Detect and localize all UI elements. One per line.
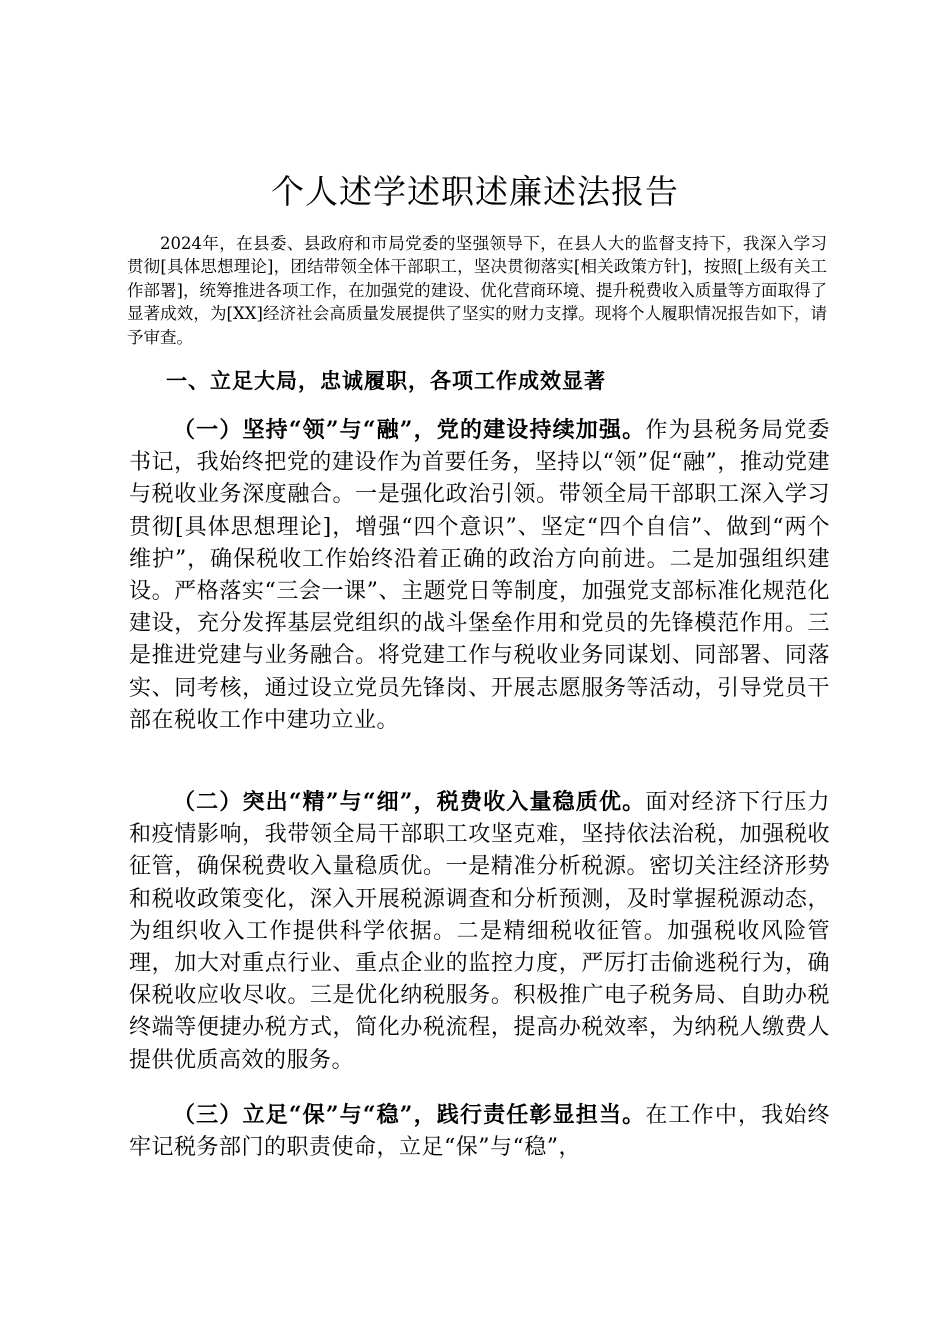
paragraph-lead: （一）坚持“领”与“融”，党的建设持续加强。: [173, 417, 646, 443]
paragraph-lead: （二）突出“精”与“细”，税费收入量稳质优。: [173, 789, 646, 815]
section-heading: 一、立足大局，忠诚履职，各项工作成效显著: [166, 368, 606, 393]
body-paragraph: [129, 414, 830, 737]
paragraph-lead: （三）立足“保”与“稳”，践行责任彰显担当。: [173, 1102, 646, 1128]
body-paragraph: [129, 1099, 830, 1164]
paragraph-body: 在工作中，我始终牢记税务部门的职责使命，立足“保”与“稳”，: [129, 1103, 830, 1161]
paragraph-body: 面对经济下行压力和疫情影响，我带领全局干部职工攻坚克难，坚持依法治税，加强税收征管，确保税费收入量稳质优。一是精准分析税源。密切关注经济形势和税收政策变化，深入开展税源调查和分析预测，及时掌握税源动态，为组织收入工作提供科学依据。二是精细税收征管。加强税收风险管理，加大对重点行业、重点企业的监控力度，严厉打击偷逃税行为，确保税收应收尽收。三是优化纳税服务。积极推广电子税务局、自助办税终端等便捷办税方式，简化办税流程，提高办税效率，为纳税人缴费人提供优质高效的服务。: [129, 790, 830, 1073]
body-paragraph: [129, 786, 830, 1077]
intro-paragraph: 2024年，在县委、县政府和市局党委的坚强领导下，在县人大的监督支持下，我深入学习贯彻[具体思想理论]，团结带领全体干部职工，坚决贯彻落实[相关政策方针]，按照[上级有关工作部署]，统筹推进各项工作，在加强党的建设、优化营商环境、提升税费收入质量等方面取得了显著成效，为[XX]经济社会高质量发展提供了坚实的财力支撑。现将个人履职情况报告如下，请予审查。: [127, 234, 827, 347]
document-title: 个人述学述职述廉述法报告: [271, 172, 679, 211]
paragraph-body: 作为县税务局党委书记，我始终把党的建设作为首要任务，坚持以“领”促“融”，推动党建与税收业务深度融合。一是强化政治引领。带领全局干部职工深入学习贯彻[具体思想理论]，增强“四个意识”、坚定“四个自信”、做到“两个维护”，确保税收工作始终沿着正确的政治方向前进。二是加强组织建设。严格落实“三会一课”、主题党日等制度，加强党支部标准化规范化建设，充分发挥基层党组织的战斗堡垒作用和党员的先锋模范作用。三是推进党建与业务融合。将党建工作与税收业务同谋划、同部署、同落实、同考核，通过设立党员先锋岗、开展志愿服务等活动，引导党员干部在税收工作中建功立业。: [129, 418, 830, 733]
